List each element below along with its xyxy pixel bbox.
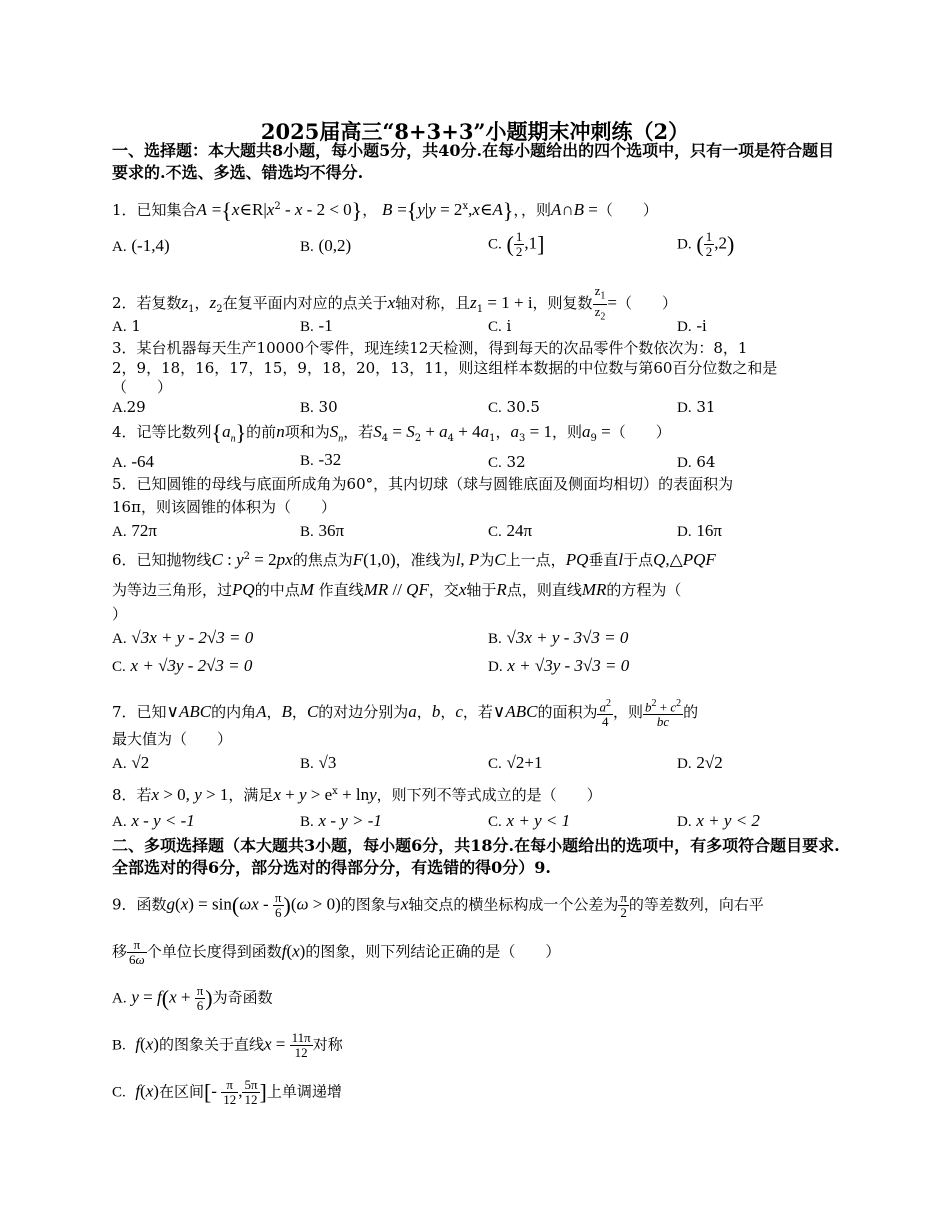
q5-option-b: B. 36π	[300, 521, 345, 540]
question-4: 4．记等比数列$\{a_n\}$的前n项和为$S_n$，若$S_4 = S_2 + a_4 + 4a_1$，$a_3 = 1$，则$a_9$ =（ ）	[112, 420, 671, 445]
q6-option-b: B. √3x + y - 3√3 = 0	[488, 628, 629, 647]
q8-option-c: C. x + y < 1	[488, 811, 571, 830]
q6-option-a: A. √3x + y - 2√3 = 0	[112, 628, 254, 647]
q7-option-d: D. 2√2	[677, 753, 723, 772]
section-2-heading: 二、多项选择题（本大题共3小题，每小题6分，共18分.在每小题给出的选项中，有多项符合题目要求.全部选对的得6分，部分选对的得部分分，有选错的得0分）9.	[112, 836, 840, 877]
question-3-line-3: （ ）	[112, 378, 173, 396]
q3-option-c: C. 30.5	[488, 398, 540, 416]
q9-option-a: A. y = f(x + $\frac{\pi}{6}$ )为奇函数	[112, 983, 273, 1013]
q6-option-c: C. x + √3y - 2√3 = 0	[112, 656, 253, 675]
q9-option-b: B. f(x)的图象关于直线x = $\frac{11\pi}{12}$ 对称	[112, 1030, 343, 1060]
q4-option-a: A. -64	[112, 452, 155, 471]
q4-option-d: D. 64	[677, 453, 716, 471]
q2-option-b: B. -1	[300, 316, 333, 335]
question-2: 2．若复数$z_1$，$z_2$在复平面内对应的点关于x轴对称，且$z_1 = 1 + i$，则复数 $\frac{z_1}{z_2}$ =（ ）	[112, 283, 677, 323]
q1-option-b: B. (0,2)	[300, 236, 352, 255]
q9-option-c: C. f(x)在区间[- $\frac{\pi}{12}$ , $\frac{5\pi}{12}$ ]上单调递增	[112, 1077, 342, 1107]
question-9-line-2: 移 $\frac{\pi}{6\omega}$ 个单位长度得到函数f(x)的图象，则下列结论正确的是（ ）	[112, 937, 561, 967]
q3-option-a: A.29	[112, 398, 146, 416]
q2-option-a: A. 1	[112, 317, 141, 335]
q7-option-a: A. √2	[112, 753, 150, 772]
question-9-line-1: 9．函数g(x) = sin(ωx - $\frac{\pi}{6}$ )(ω > 0)的图象与x轴交点的横坐标构成一个公差为 $\frac{\pi}{2}$ 的等差数列，向右平	[112, 890, 764, 920]
q2-option-d: D. -i	[677, 316, 707, 335]
question-5-line-1: 5．已知圆锥的母线与底面所成角为60°，其内切球（球与圆锥底面及侧面均相切）的表面积为	[112, 475, 734, 493]
question-7-line-2: 最大值为（ ）	[112, 730, 233, 748]
question-7-line-1: 7．已知∨ABC的内角A，B，C的对边分别为a，b，c，若∨ABC的面积为 $\frac{a^2}{4}$ ，则 $\frac{b^2 + c^2}{bc}$ 的	[112, 698, 699, 730]
q6-option-d: D. x + √3y - 3√3 = 0	[488, 656, 630, 675]
q3-option-b: B. 30	[300, 398, 338, 416]
q8-option-a: A. x - y < -1	[112, 811, 195, 830]
q4-option-b: B. -32	[300, 450, 342, 469]
q5-option-c: C. 24π	[488, 521, 533, 540]
q8-option-b: B. x - y > -1	[300, 811, 382, 830]
q1-option-d: D. ( $\frac{1}{2}$ ,2)	[677, 229, 735, 259]
q3-option-d: D. 31	[677, 398, 716, 416]
question-6-line-2: 为等边三角形，过PQ的中点M 作直线MR // QF，交x轴于R点，则直线MR的方程为（	[112, 580, 682, 599]
q7-option-b: B. √3	[300, 753, 337, 772]
q8-option-d: D. x + y < 2	[677, 811, 760, 830]
q1-option-a: A. (-1,4)	[112, 236, 170, 255]
q1-option-c: C. ( $\frac{1}{2}$ ,1]	[488, 229, 545, 259]
question-3-line-2: 2，9，18，16，17，15，9，18，20，13，11，则这组样本数据的中位数与第60百分位数之和是	[112, 359, 778, 377]
question-6-line-1: 6．已知抛物线C : $y^2 = 2px$的焦点为F(1,0)，准线为l, P为C上一点，PQ垂直l于点Q,△PQF	[112, 550, 716, 569]
q2-option-c: C. i	[488, 317, 512, 335]
q7-option-c: C. √2+1	[488, 753, 543, 772]
page-title: 2025届高三“8+3+3”小题期末冲刺练（2）	[260, 119, 690, 144]
question-6-line-3: ）	[112, 605, 128, 623]
q5-option-d: D. 16π	[677, 521, 722, 540]
q4-option-c: C. 32	[488, 453, 526, 471]
question-3-line-1: 3．某台机器每天生产10000个零件，现连续12天检测，得到每天的次品零件个数依次为：8，1	[112, 339, 748, 357]
question-5-line-2: 16π，则该圆锥的体积为（ ）	[112, 498, 336, 516]
q5-option-a: A. 72π	[112, 521, 157, 540]
section-1-heading: 一、选择题：本大题共8小题，每小题5分，共40分.在每小题给出的四个选项中，只有一项是符合题目要求的.不选、多选、错选均不得分.	[112, 141, 835, 182]
question-1: 1．已知集合$A =\{x\in R|x^2 - x - 2 < 0\}$， $B =\{y|y = 2^x,x\in A\}$，，则A∩B =（ ）	[112, 198, 658, 223]
question-8: 8．若x > 0, y > 1，满足$x + y > e^x + \ln y$，则下列不等式成立的是（ ）	[112, 785, 602, 804]
